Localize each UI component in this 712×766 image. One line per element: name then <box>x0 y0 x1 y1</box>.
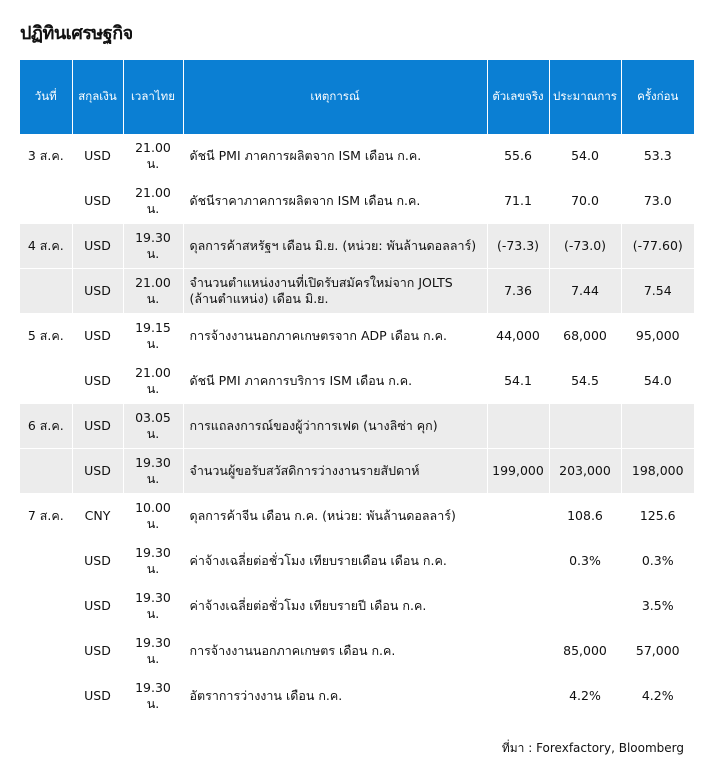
time-cell: 21.00 น. <box>123 359 183 404</box>
currency-cell: USD <box>72 449 123 494</box>
date-cell <box>20 629 72 674</box>
table-row <box>20 629 694 674</box>
date-cell: 4 ส.ค. <box>20 224 72 269</box>
header-currency: สกุลเงิน <box>72 60 123 134</box>
table-row <box>20 314 694 359</box>
actual-cell: 54.1 <box>487 359 549 404</box>
date-cell: 7 ส.ค. <box>20 494 72 539</box>
actual-cell <box>487 629 549 674</box>
table-row <box>20 269 694 314</box>
event-cell: ดุลการค้าจีน เดือน ก.ค. (หน่วย: พันล้านดอลลาร์) <box>183 494 487 539</box>
previous-cell: 54.0 <box>643 373 672 389</box>
currency-cell: USD <box>72 269 123 314</box>
forecast-cell: 203,000 <box>549 449 621 494</box>
date-cell <box>20 584 72 629</box>
date-cell <box>20 449 72 494</box>
forecast-cell: 4.2% <box>549 674 621 719</box>
event-cell: ดัชนีราคาภาคการผลิตจาก ISM เดือน ก.ค. <box>183 179 487 224</box>
header-previous: ครั้งก่อน <box>621 60 694 134</box>
time-cell: 03.05 น. <box>123 404 183 449</box>
event-cell: ดุลการค้าสหรัฐฯ เดือน มิ.ย. (หน่วย: พันล้านดอลลาร์) <box>183 224 487 269</box>
table-row <box>20 539 694 584</box>
currency-cell: CNY <box>72 494 123 539</box>
time-cell: 21.00 น. <box>123 269 183 314</box>
event-cell: การแถลงการณ์ของผู้ว่าการเฟด (นางลิซ่า คุก) <box>183 404 487 449</box>
currency-cell: USD <box>72 674 123 719</box>
forecast-cell: 54.0 <box>549 134 621 179</box>
date-cell <box>20 539 72 584</box>
table-header-row <box>20 60 694 134</box>
forecast-cell: 7.44 <box>549 269 621 314</box>
forecast-cell: 108.6 <box>549 494 621 539</box>
header-date: วันที่ <box>20 60 72 134</box>
time-cell: 21.00 น. <box>123 179 183 224</box>
table-body <box>20 134 694 719</box>
currency-cell: USD <box>72 539 123 584</box>
table-row <box>20 404 694 449</box>
currency-cell: USD <box>72 629 123 674</box>
forecast-cell: (-73.0) <box>549 224 621 269</box>
forecast-cell: 85,000 <box>549 629 621 674</box>
date-cell <box>20 179 72 224</box>
event-cell: จำนวนตำแหน่งงานที่เปิดรับสมัครใหม่จาก JOLTS (ล้านตำแหน่ง) เดือน มิ.ย. <box>183 269 487 314</box>
actual-cell: 55.6 <box>487 134 549 179</box>
currency-cell: USD <box>72 179 123 224</box>
forecast-cell: 70.0 <box>549 179 621 224</box>
event-cell: ดัชนี PMI ภาคการบริการ ISM เดือน ก.ค. <box>183 359 487 404</box>
forecast-cell: 68,000 <box>549 314 621 359</box>
previous-cell: 57,000 <box>635 643 680 659</box>
table-row <box>20 584 694 629</box>
table-row <box>20 179 694 224</box>
header-actual: ตัวเลขจริง <box>487 60 549 134</box>
actual-cell <box>487 494 549 539</box>
currency-cell: USD <box>72 359 123 404</box>
previous-cell: 3.5% <box>641 598 674 614</box>
previous-cell: 4.2% <box>641 688 674 704</box>
actual-cell <box>487 404 549 449</box>
actual-cell: 7.36 <box>487 269 549 314</box>
time-cell: 19.30 น. <box>123 674 183 719</box>
actual-cell <box>487 539 549 584</box>
previous-cell: (-77.60) <box>621 224 694 269</box>
time-cell: 19.30 น. <box>123 224 183 269</box>
event-cell: จำนวนผู้ขอรับสวัสดิการว่างงานรายสัปดาห์ <box>183 449 487 494</box>
time-cell: 19.30 น. <box>123 584 183 629</box>
previous-cell: 53.3 <box>643 148 672 164</box>
table-row <box>20 359 694 404</box>
event-cell: ค่าจ้างเฉลี่ยต่อชั่วโมง เทียบรายปี เดือน ก.ค. <box>183 584 487 629</box>
forecast-cell <box>549 584 621 629</box>
table-row <box>20 134 694 179</box>
page-title: ปฏิทินเศรษฐกิจ <box>20 23 133 44</box>
previous-cell: 0.3% <box>641 553 674 569</box>
forecast-cell <box>549 404 621 449</box>
economic-calendar-table <box>20 60 694 719</box>
date-cell: 3 ส.ค. <box>20 134 72 179</box>
currency-cell: USD <box>72 134 123 179</box>
date-cell <box>20 359 72 404</box>
header-forecast: ประมาณการ <box>549 60 621 134</box>
actual-cell: 199,000 <box>487 449 549 494</box>
time-cell: 19.15 น. <box>123 314 183 359</box>
forecast-cell: 0.3% <box>549 539 621 584</box>
table-row <box>20 494 694 539</box>
time-cell: 10.00 น. <box>123 494 183 539</box>
event-cell: การจ้างงานนอกภาคเกษตรจาก ADP เดือน ก.ค. <box>183 314 487 359</box>
event-cell: ดัชนี PMI ภาคการผลิตจาก ISM เดือน ก.ค. <box>183 134 487 179</box>
currency-cell: USD <box>72 584 123 629</box>
previous-cell: 198,000 <box>621 449 694 494</box>
event-cell: การจ้างงานนอกภาคเกษตร เดือน ก.ค. <box>183 629 487 674</box>
previous-cell: 73.0 <box>643 193 672 209</box>
actual-cell <box>487 674 549 719</box>
event-cell: ค่าจ้างเฉลี่ยต่อชั่วโมง เทียบรายเดือน เดือน ก.ค. <box>183 539 487 584</box>
previous-cell: 95,000 <box>635 328 680 344</box>
time-cell: 19.30 น. <box>123 629 183 674</box>
event-cell: อัตราการว่างงาน เดือน ก.ค. <box>183 674 487 719</box>
date-cell <box>20 269 72 314</box>
currency-cell: USD <box>72 224 123 269</box>
time-cell: 19.30 น. <box>123 539 183 584</box>
date-cell: 6 ส.ค. <box>20 404 72 449</box>
actual-cell: (-73.3) <box>487 224 549 269</box>
previous-cell: 7.54 <box>621 269 694 314</box>
table-row <box>20 224 694 269</box>
date-cell <box>20 674 72 719</box>
time-cell: 21.00 น. <box>123 134 183 179</box>
source-note: ที่มา : Forexfactory, Bloomberg <box>501 741 684 755</box>
table-row <box>20 674 694 719</box>
header-event: เหตุการณ์ <box>183 60 487 134</box>
date-cell: 5 ส.ค. <box>20 314 72 359</box>
forecast-cell: 54.5 <box>549 359 621 404</box>
table-row <box>20 449 694 494</box>
actual-cell: 71.1 <box>487 179 549 224</box>
time-cell: 19.30 น. <box>123 449 183 494</box>
actual-cell: 44,000 <box>487 314 549 359</box>
previous-cell <box>621 404 694 449</box>
currency-cell: USD <box>72 314 123 359</box>
previous-cell: 125.6 <box>639 508 676 524</box>
header-time: เวลาไทย <box>123 60 183 134</box>
currency-cell: USD <box>72 404 123 449</box>
actual-cell <box>487 584 549 629</box>
